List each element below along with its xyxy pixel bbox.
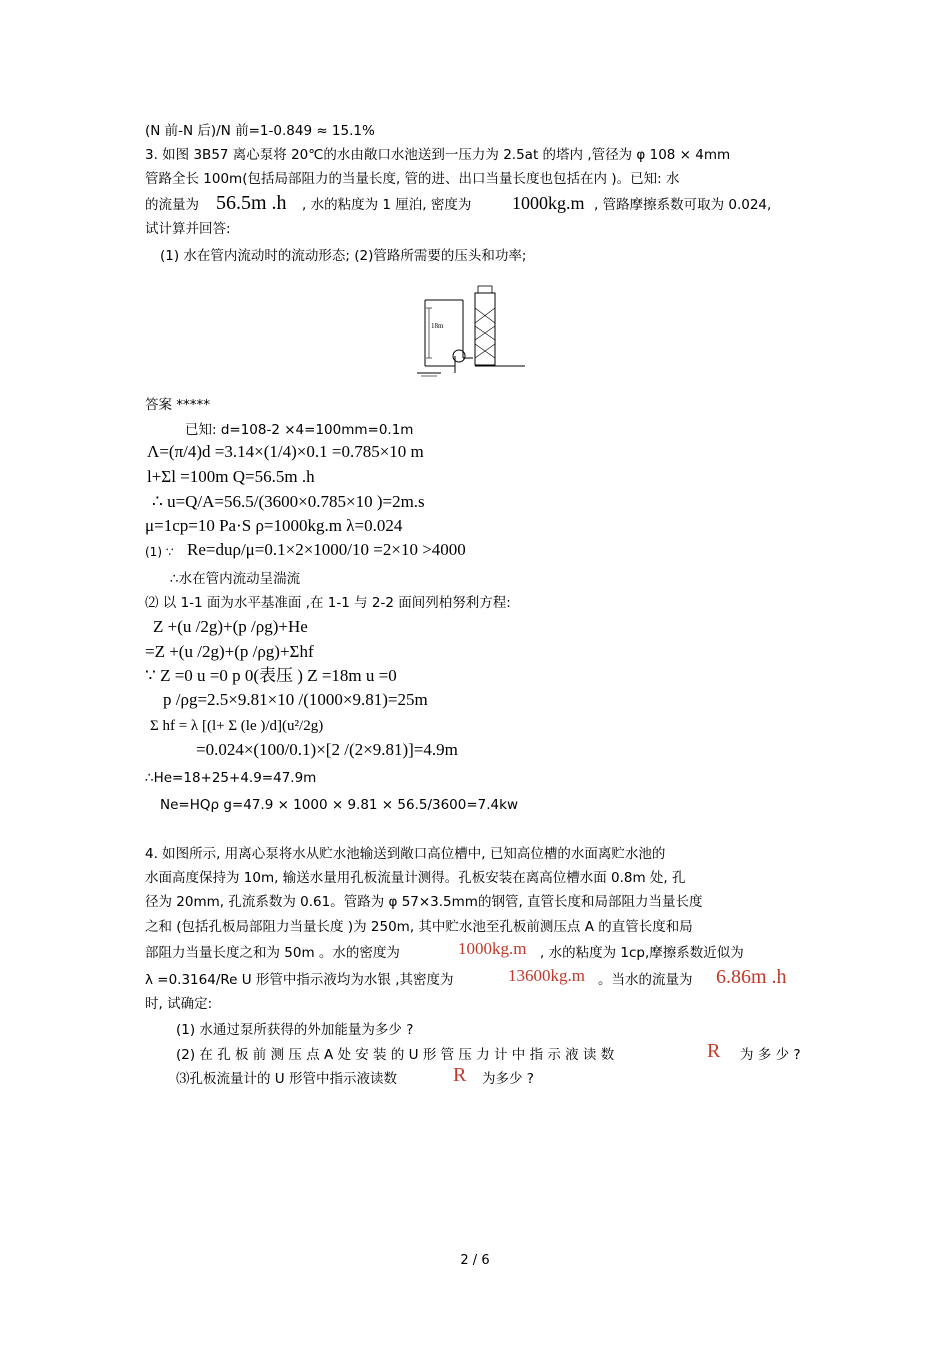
q4-line6a: λ =0.3164/Re U 形管中指示液均为水银 ,其密度为 [145, 972, 454, 988]
q3-line2: 管路全长 100m(包括局部阻力的当量长度, 管的进、出口当量长度也包括在内 )。已知: 水 [145, 171, 680, 187]
q4-subq2: (2) 在 孔 板 前 测 压 点 A 处 安 装 的 U 形 管 压 力 计 中 指 示 液 读 数 [176, 1047, 615, 1063]
q3-sub-questions: (1) 水在管内流动时的流动形态; (2)管路所需要的压头和功率; [160, 248, 527, 264]
q3-line4: 试计算并回答: [145, 221, 231, 237]
q3-line3b: , 水的粘度为 1 厘泊, 密度为 [302, 197, 472, 213]
answer-line: ∴He=18+25+4.9=47.9m [145, 770, 317, 786]
q3-density: 1000kg.m [512, 193, 585, 213]
q4-reading-R: R [453, 1064, 467, 1086]
q4-flow: 6.86m .h [716, 966, 787, 988]
answer-heading: 答案 ***** [145, 397, 211, 413]
q3-line3a: 的流量为 [145, 197, 199, 213]
answer-line: ∴水在管内流动呈湍流 [170, 571, 301, 587]
answer-line: Σ hf = λ [(l+ Σ (le )/d](u²/2g) [150, 718, 324, 734]
answer-line: Ne=HQρ g=47.9 × 1000 × 9.81 × 56.5/3600=7.4kw [160, 797, 518, 813]
answer-line: Z +(u /2g)+(p /ρg)+He [153, 617, 308, 636]
answer-line: ∴ u=Q/A=56.5/(3600×0.785×10 )=2m.s [152, 492, 425, 511]
q4-line4: 之和 (包括孔板局部阻力当量长度 )为 250m, 其中贮水池至孔板前测压点 A 的直管长度和局 [145, 919, 693, 935]
answer-line: =Z +(u /2g)+(p /ρg)+Σhf [145, 642, 314, 661]
q4-hg-density: 13600kg.m [508, 966, 585, 985]
answer-line: =0.024×(100/0.1)×[2 /(2×9.81)]=4.9m [196, 740, 458, 759]
q3-line3c: , 管路摩擦系数可取为 0.024, [594, 197, 772, 213]
q4-line1: 4. 如图所示, 用离心泵将水从贮水池输送到敞口高位槽中, 已知高位槽的水面离贮水池的 [145, 846, 666, 862]
answer-line: μ=1cp=10 Pa·S ρ=1000kg.m λ=0.024 [145, 516, 403, 535]
page-number: 2 / 6 [460, 1253, 490, 1268]
q4-subq1: (1) 水通过泵所获得的外加能量为多少 ? [176, 1022, 414, 1038]
answer-line: ⑵ 以 1-1 面为水平基准面 ,在 1-1 与 2-2 面间列柏努利方程: [145, 595, 511, 611]
q4-line6b: 。当水的流量为 [598, 972, 693, 988]
q4-subq3-end: 为多少 ? [482, 1071, 534, 1087]
q4-line7: 时, 试确定: [145, 996, 213, 1012]
q4-density: 1000kg.m [458, 939, 527, 958]
pump-tower-figure [415, 278, 530, 378]
q4-subq2-end: 为 多 少 ? [740, 1047, 801, 1063]
figure-height-label: 18m [431, 322, 444, 330]
answer-line: p /ρg=2.5×9.81×10 /(1000×9.81)=25m [163, 690, 428, 709]
answer-line: l+Σl =100m Q=56.5m .h [147, 467, 315, 486]
q4-reading-R: R [707, 1040, 721, 1062]
q4-line5b: , 水的粘度为 1cp,摩擦系数近似为 [540, 945, 744, 961]
q4-subq3: ⑶孔板流量计的 U 形管中指示液读数 [176, 1071, 397, 1087]
ratio-line: (N 前-N 后)/N 前=1-0.849 ≈ 15.1% [145, 123, 375, 139]
q4-line2: 水面高度保持为 10m, 输送水量用孔板流量计测得。孔板安装在离高位槽水面 0.8m 处, 孔 [145, 870, 686, 886]
answer-line: Re=duρ/μ=0.1×2×1000/10 =2×10 >4000 [187, 540, 466, 559]
answer-line: (1) ∵ [145, 545, 174, 559]
q4-line3: 径为 20mm, 孔流系数为 0.61。管路为 φ 57×3.5mm的钢管, 直管长度和局部阻力当量长度 [145, 894, 703, 910]
answer-line: 已知: d=108-2 ×4=100mm=0.1m [185, 422, 414, 438]
q3-line1: 3. 如图 3B57 离心泵将 20℃的水由敞口水池送到一压力为 2.5at 的塔内 ,管径为 φ 108 × 4mm [145, 147, 731, 163]
answer-line: Λ=(π/4)d =3.14×(1/4)×0.1 =0.785×10 m [147, 442, 424, 461]
answer-line: ∵ Z =0 u =0 p 0(表压 ) Z =18m u =0 [145, 666, 397, 685]
q3-flow: 56.5m .h [216, 192, 287, 214]
q4-line5a: 部阻力当量长度之和为 50m 。水的密度为 [145, 945, 400, 961]
